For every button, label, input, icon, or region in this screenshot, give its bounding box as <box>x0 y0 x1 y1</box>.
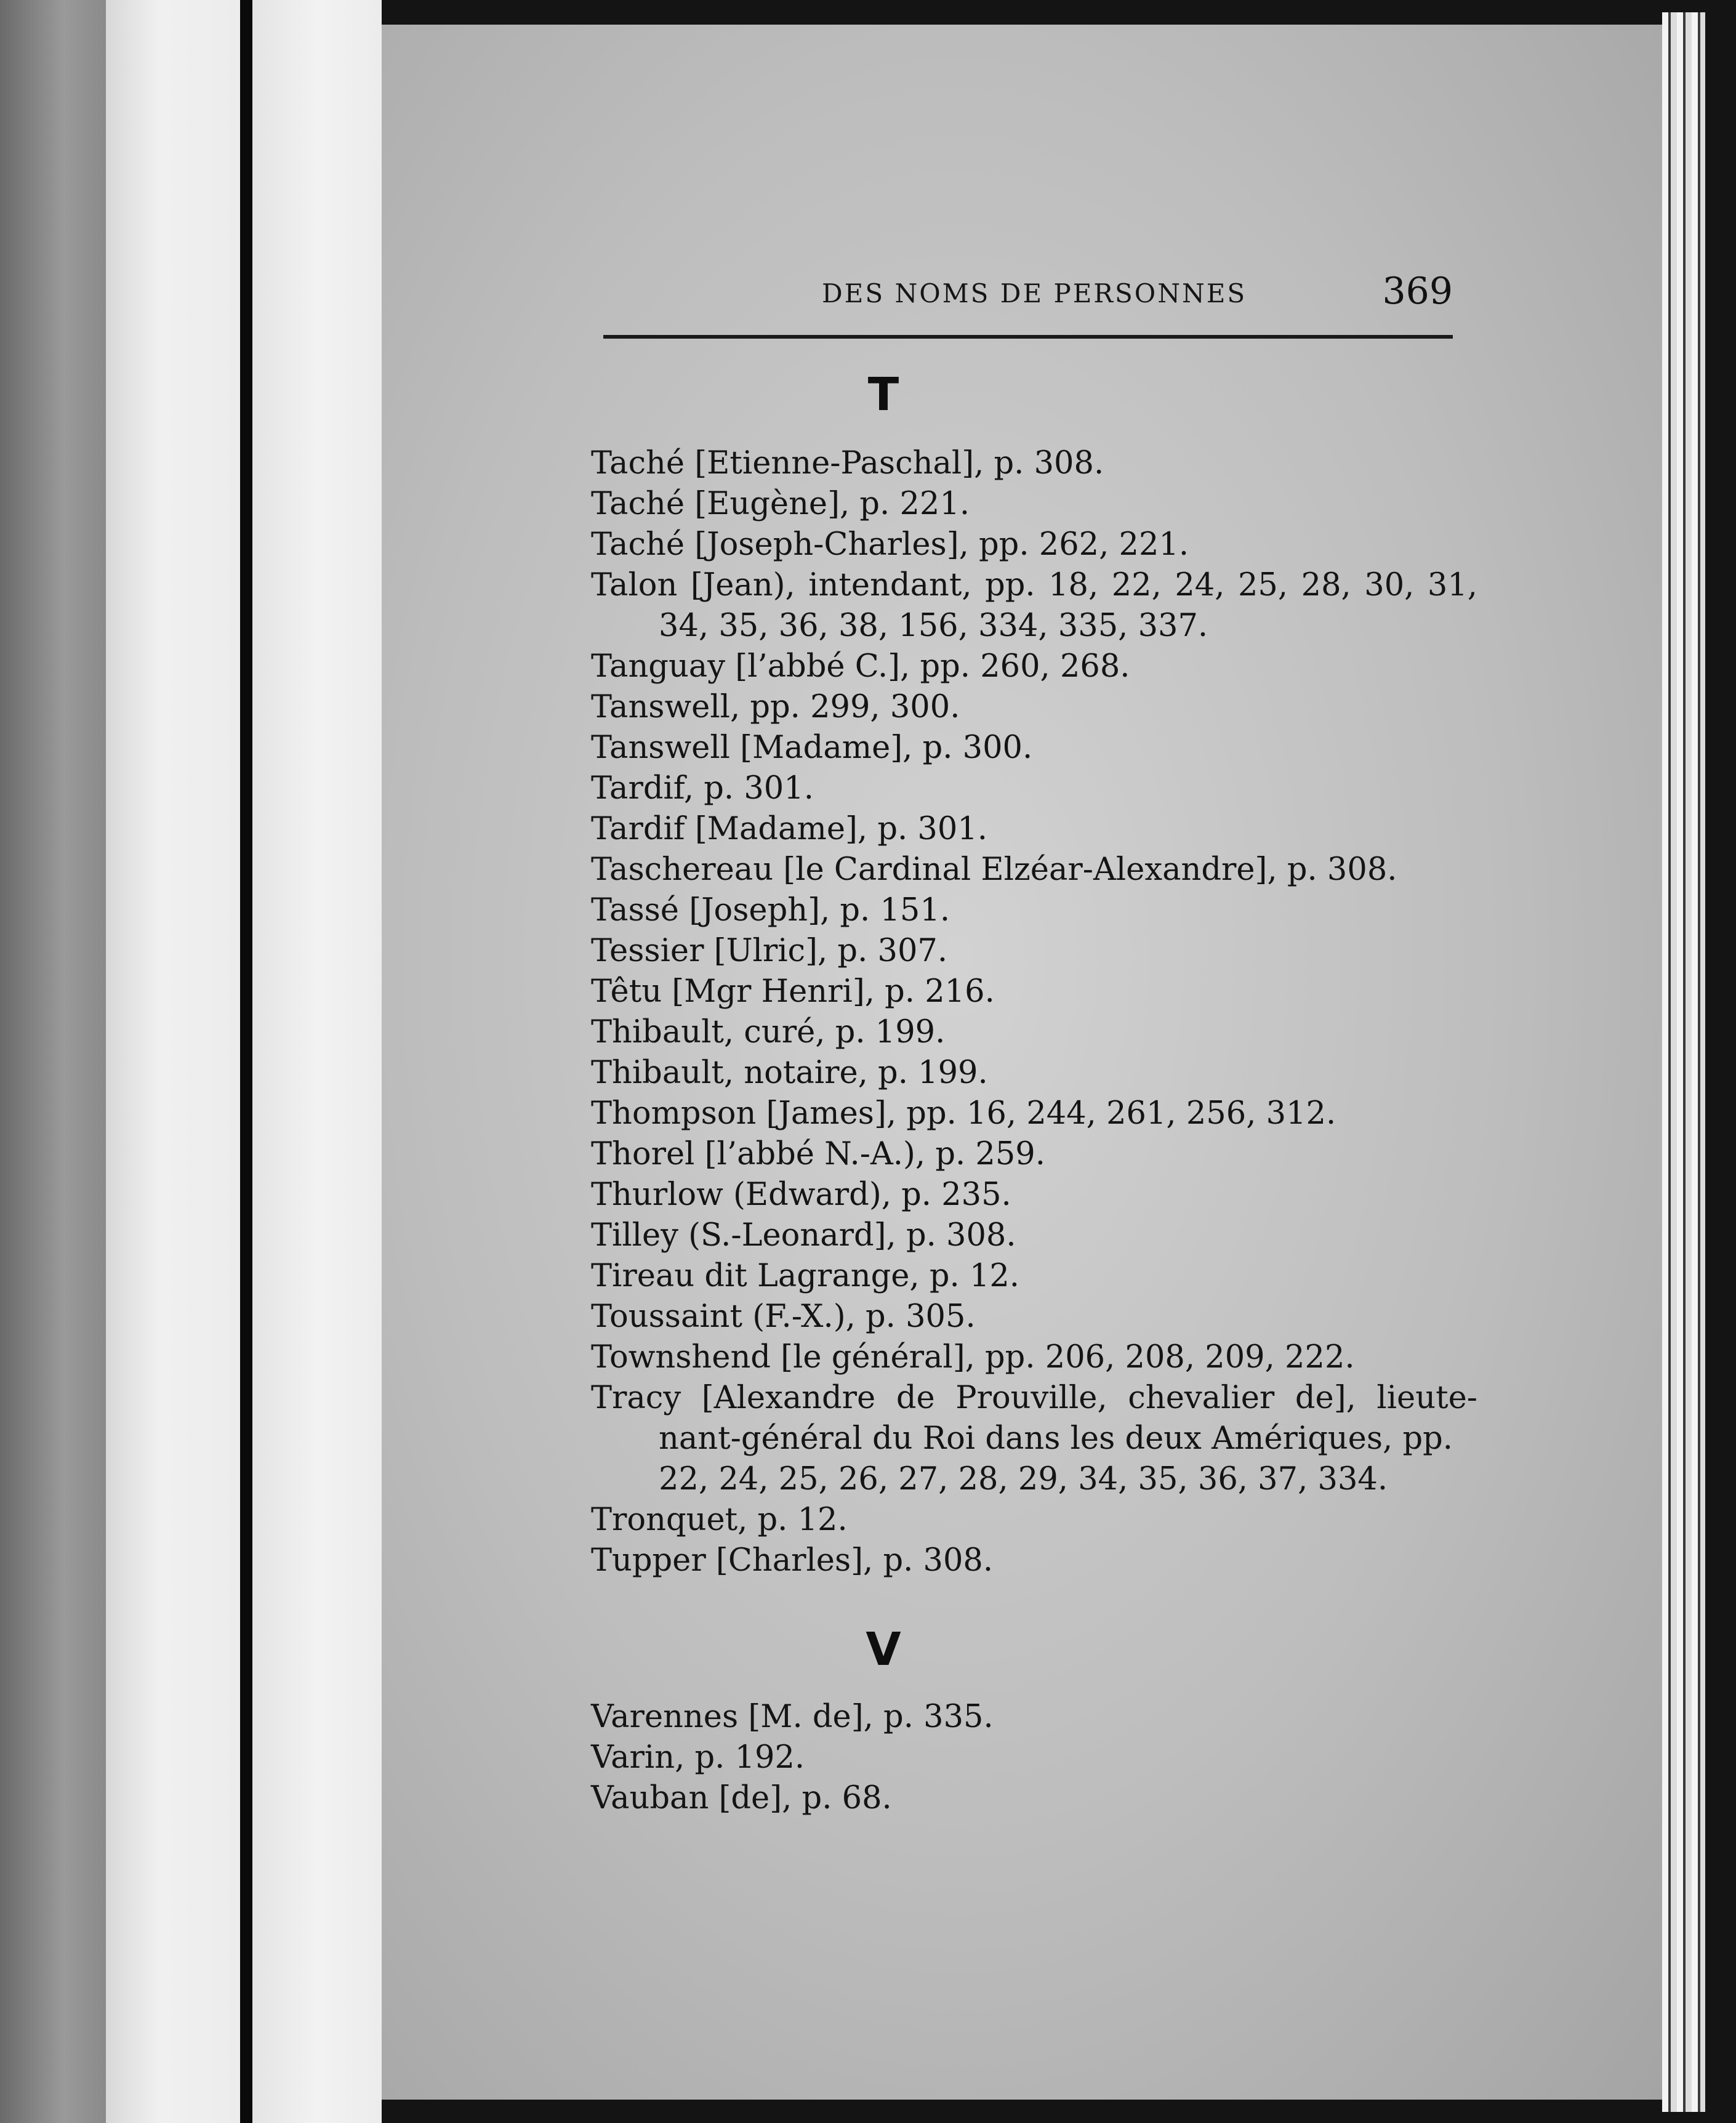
header-rule <box>603 335 1453 339</box>
scan-margin-inner <box>252 0 382 2123</box>
index-list-t <box>591 443 1477 1581</box>
index-entry: Vauban [de], p. 68. <box>591 1780 892 1816</box>
section-letter-t: T <box>867 368 899 421</box>
scan-margin <box>106 0 240 2123</box>
index-list-v <box>591 1697 1477 1819</box>
page-stack-edge <box>1662 12 1705 2112</box>
index-entry: Tanswell, pp. 299, 300. <box>591 689 960 725</box>
index-entry: Tardif [Madame], p. 301. <box>591 811 987 847</box>
index-entry: Taché [Etienne-Paschal], p. 308. <box>591 445 1104 481</box>
index-entry: Thompson [James], pp. 16, 244, 261, 256, 312. <box>591 1095 1336 1132</box>
index-entry: Thorel [l’abbé N.-A.), p. 259. <box>591 1136 1045 1172</box>
index-entry: Tronquet, p. 12. <box>591 1502 848 1538</box>
index-entry: Tassé [Joseph], p. 151. <box>591 892 950 929</box>
running-title: DES NOMS DE PERSONNES <box>822 278 1247 308</box>
running-head <box>603 271 1453 320</box>
page-number: 369 <box>1382 270 1453 313</box>
index-entry: Taschereau [le Cardinal Elzéar-Alexandre], p. 308. <box>591 852 1397 888</box>
index-entry: Varin, p. 192. <box>591 1739 805 1776</box>
index-entry: Thurlow (Edward), p. 235. <box>591 1177 1011 1213</box>
index-entry: Tupper [Charles], p. 308. <box>591 1542 994 1579</box>
index-entry: Tanguay [l’abbé C.], pp. 260, 268. <box>591 648 1130 685</box>
index-entry: Tracy [Alexandre de Prouville, chevalier de], lieute- nant-général du Roi dans les deux Amériques, pp. 22, 24, 25, 26, 27, 28, 29, 34, 35, 36, 37, 334. <box>591 1380 1477 1497</box>
index-entry: Tireau dit Lagrange, p. 12. <box>591 1258 1019 1294</box>
book-gutter <box>240 0 252 2123</box>
index-entry: Tardif, p. 301. <box>591 770 814 807</box>
index-entry: Têtu [Mgr Henri], p. 216. <box>591 973 995 1010</box>
index-entry: Toussaint (F.-X.), p. 305. <box>591 1299 976 1335</box>
index-entry: Talon [Jean), intendant, pp. 18, 22, 24, 25, 28, 30, 31, 34, 35, 36, 38, 156, 334, 335, 337. <box>591 567 1477 644</box>
index-entry: Townshend [le général], pp. 206, 208, 209, 222. <box>591 1339 1355 1376</box>
index-entry: Thibault, notaire, p. 199. <box>591 1055 988 1091</box>
index-entry: Taché [Joseph-Charles], pp. 262, 221. <box>591 526 1189 563</box>
index-entry: Tilley (S.-Leonard], p. 308. <box>591 1217 1016 1254</box>
index-entry: Taché [Eugène], p. 221. <box>591 486 970 522</box>
section-letter-v: V <box>866 1623 901 1676</box>
index-entry: Tessier [Ulric], p. 307. <box>591 933 948 969</box>
adjacent-page-edge <box>0 0 106 2123</box>
index-entry: Thibault, curé, p. 199. <box>591 1014 946 1050</box>
index-entry: Varennes [M. de], p. 335. <box>591 1699 994 1735</box>
index-entry: Tanswell [Madame], p. 300. <box>591 730 1033 766</box>
